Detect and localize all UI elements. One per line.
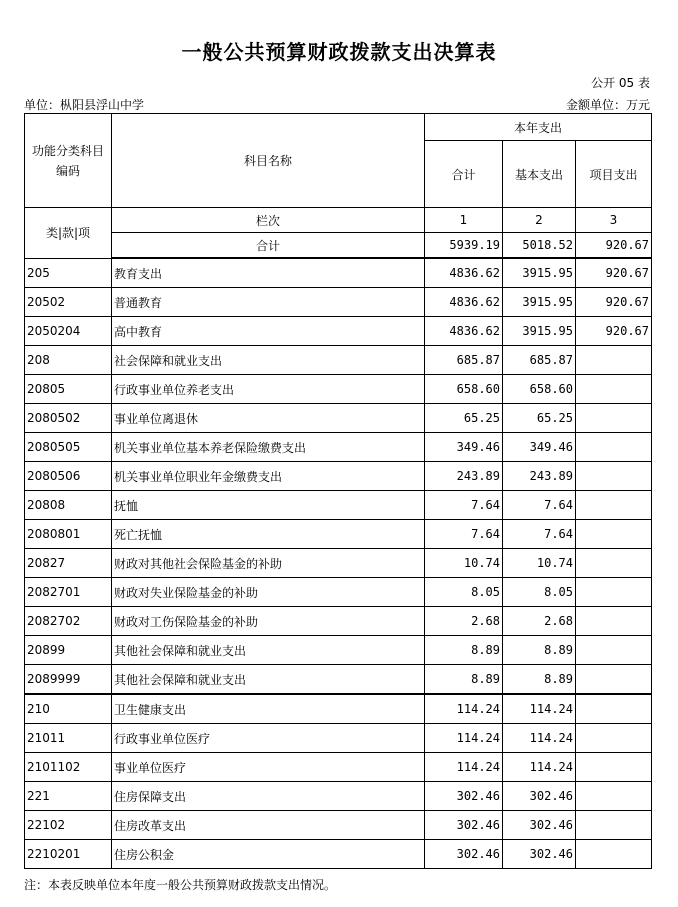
row-basic: 2.68 (503, 607, 576, 636)
row-total: 65.25 (425, 404, 503, 433)
row-code: 20805 (25, 375, 112, 404)
row-code: 2101102 (25, 753, 112, 782)
row-total: 8.89 (425, 636, 503, 665)
sum-total: 5939.19 (425, 233, 503, 259)
unit-label: 单位：枞阳县浮山中学 (24, 98, 145, 112)
row-project: 920.67 (576, 258, 652, 288)
row-basic: 685.87 (503, 346, 576, 375)
sum-project: 920.67 (576, 233, 652, 259)
header-class-label: 类|款|项 (25, 208, 112, 259)
row-code: 2050204 (25, 317, 112, 346)
row-name: 事业单位离退休 (112, 404, 425, 433)
row-total: 302.46 (425, 782, 503, 811)
table-row (25, 840, 652, 869)
row-total: 302.46 (425, 811, 503, 840)
row-basic: 3915.95 (503, 288, 576, 317)
row-project (576, 491, 652, 520)
sum-label: 合计 (112, 233, 425, 259)
row-total: 2.68 (425, 607, 503, 636)
row-basic: 8.89 (503, 665, 576, 695)
table-row (25, 549, 652, 578)
row-project (576, 375, 652, 404)
row-code: 2089999 (25, 665, 112, 695)
row-project (576, 433, 652, 462)
row-name: 行政事业单位养老支出 (112, 375, 425, 404)
row-basic: 302.46 (503, 782, 576, 811)
row-project (576, 636, 652, 665)
sum-basic: 5018.52 (503, 233, 576, 259)
row-basic: 114.24 (503, 694, 576, 724)
row-code: 205 (25, 258, 112, 288)
table-row (25, 665, 652, 695)
table-row (25, 433, 652, 462)
row-total: 4836.62 (425, 258, 503, 288)
row-name: 普通教育 (112, 288, 425, 317)
table-row (25, 346, 652, 375)
table-row (25, 404, 652, 433)
table-row (25, 258, 652, 288)
row-project (576, 462, 652, 491)
row-project (576, 694, 652, 724)
header-year-expense: 本年支出 (425, 114, 652, 141)
table-row (25, 753, 652, 782)
row-project (576, 578, 652, 607)
header-project: 项目支出 (576, 141, 652, 208)
row-name: 财政对失业保险基金的补助 (112, 578, 425, 607)
row-project: 920.67 (576, 288, 652, 317)
row-project (576, 665, 652, 695)
row-basic: 243.89 (503, 462, 576, 491)
row-project (576, 346, 652, 375)
row-project (576, 811, 652, 840)
row-basic: 3915.95 (503, 317, 576, 346)
row-project: 920.67 (576, 317, 652, 346)
header-col2: 2 (503, 208, 576, 233)
row-basic: 8.89 (503, 636, 576, 665)
header-col-label: 栏次 (112, 208, 425, 233)
row-basic: 658.60 (503, 375, 576, 404)
row-code: 2080502 (25, 404, 112, 433)
table-row (25, 724, 652, 753)
row-basic: 302.46 (503, 840, 576, 869)
row-name: 死亡抚恤 (112, 520, 425, 549)
row-code: 20899 (25, 636, 112, 665)
row-code: 2080801 (25, 520, 112, 549)
row-code: 210 (25, 694, 112, 724)
row-code: 2082702 (25, 607, 112, 636)
row-name: 财政对其他社会保险基金的补助 (112, 549, 425, 578)
row-project (576, 520, 652, 549)
row-total: 8.89 (425, 665, 503, 695)
table-row (25, 811, 652, 840)
header-item-name: 科目名称 (112, 114, 425, 208)
row-basic: 8.05 (503, 578, 576, 607)
row-total: 4836.62 (425, 317, 503, 346)
form-number: 公开 05 表 (591, 76, 650, 90)
row-project (576, 404, 652, 433)
row-name: 行政事业单位医疗 (112, 724, 425, 753)
row-name: 住房公积金 (112, 840, 425, 869)
header-col1: 1 (425, 208, 503, 233)
row-total: 10.74 (425, 549, 503, 578)
table-row (25, 694, 652, 724)
table-row (25, 317, 652, 346)
table-row (25, 462, 652, 491)
row-basic: 114.24 (503, 753, 576, 782)
row-total: 302.46 (425, 840, 503, 869)
row-code: 2082701 (25, 578, 112, 607)
row-name: 社会保障和就业支出 (112, 346, 425, 375)
row-code: 21011 (25, 724, 112, 753)
row-total: 349.46 (425, 433, 503, 462)
header-basic: 基本支出 (503, 141, 576, 208)
row-code: 2210201 (25, 840, 112, 869)
row-project (576, 607, 652, 636)
header-total: 合计 (425, 141, 503, 208)
row-project (576, 840, 652, 869)
row-project (576, 782, 652, 811)
footnote: 注：本表反映单位本年度一般公共预算财政拨款支出情况。 (24, 878, 337, 892)
row-basic: 7.64 (503, 491, 576, 520)
row-name: 住房改革支出 (112, 811, 425, 840)
table-row (25, 520, 652, 549)
table-row (25, 636, 652, 665)
row-basic: 302.46 (503, 811, 576, 840)
table-row (25, 607, 652, 636)
money-unit-label: 金额单位：万元 (565, 98, 650, 112)
header-col3: 3 (576, 208, 652, 233)
row-total: 7.64 (425, 520, 503, 549)
row-total: 4836.62 (425, 288, 503, 317)
table-row (25, 578, 652, 607)
row-name: 住房保障支出 (112, 782, 425, 811)
table-row (25, 782, 652, 811)
row-basic: 114.24 (503, 724, 576, 753)
row-total: 243.89 (425, 462, 503, 491)
row-code: 221 (25, 782, 112, 811)
row-code: 208 (25, 346, 112, 375)
page-title: 一般公共预算财政拨款支出决算表 (181, 40, 497, 64)
row-code: 20827 (25, 549, 112, 578)
row-basic: 65.25 (503, 404, 576, 433)
row-project (576, 549, 652, 578)
row-name: 事业单位医疗 (112, 753, 425, 782)
row-code: 20502 (25, 288, 112, 317)
row-total: 114.24 (425, 694, 503, 724)
row-total: 658.60 (425, 375, 503, 404)
row-total: 7.64 (425, 491, 503, 520)
row-name: 机关事业单位职业年金缴费支出 (112, 462, 425, 491)
row-basic: 3915.95 (503, 258, 576, 288)
row-code: 20808 (25, 491, 112, 520)
row-name: 其他社会保障和就业支出 (112, 636, 425, 665)
row-code: 2080505 (25, 433, 112, 462)
expense-table (24, 113, 652, 869)
table-row (25, 288, 652, 317)
row-basic: 10.74 (503, 549, 576, 578)
row-name: 抚恤 (112, 491, 425, 520)
row-name: 教育支出 (112, 258, 425, 288)
row-code: 22102 (25, 811, 112, 840)
row-code: 2080506 (25, 462, 112, 491)
row-name: 高中教育 (112, 317, 425, 346)
row-basic: 349.46 (503, 433, 576, 462)
row-total: 114.24 (425, 724, 503, 753)
row-total: 685.87 (425, 346, 503, 375)
table-row (25, 491, 652, 520)
table-row (25, 375, 652, 404)
row-basic: 7.64 (503, 520, 576, 549)
row-name: 财政对工伤保险基金的补助 (112, 607, 425, 636)
row-project (576, 753, 652, 782)
row-name: 其他社会保障和就业支出 (112, 665, 425, 695)
row-name: 卫生健康支出 (112, 694, 425, 724)
row-project (576, 724, 652, 753)
row-total: 8.05 (425, 578, 503, 607)
row-name: 机关事业单位基本养老保险缴费支出 (112, 433, 425, 462)
row-total: 114.24 (425, 753, 503, 782)
header-func-code: 功能分类科目编码 (25, 114, 112, 208)
